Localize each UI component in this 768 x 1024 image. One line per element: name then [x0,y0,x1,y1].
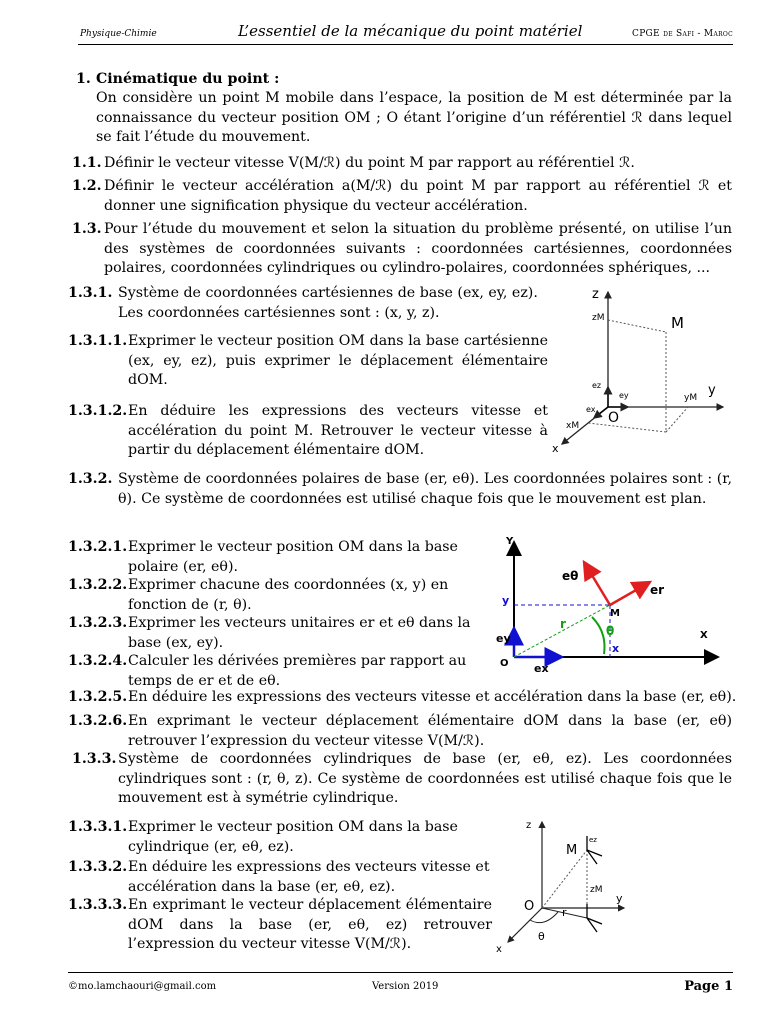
cyl-y-label: y [616,892,623,905]
section-1-3-2-5-text: En déduire les expressions des vecteurs vitesse et accélération dans la base (er, eθ). [128,689,737,705]
section-1-3-3-3-text: En exprimant le vecteur déplacement élémentaire dOM dans la base (er, eθ, ez) retrouver l’expression du vecteur vitesse V(M/ℛ). [128,897,492,953]
section-1-number: 1. [76,71,91,87]
version-label: Version 2019 [372,981,439,992]
section-1-1-text: Définir le vecteur vitesse V(M/ℛ) du point M par rapport au référentiel ℛ. [104,155,635,171]
section-1-3-1-text: Système de coordonnées cartésiennes de base (ex, ey, ez). Les coordonnées cartésiennes sont : (x, y, z). [118,285,538,321]
section-1-3-2-4-text: Calculer les dérivées premières par rapport au temps de er et de eθ. [128,653,467,689]
section-1-3-3-2-text: En déduire les expressions des vecteurs vitesse et accélération dans la base (er, eθ, ez). [128,859,490,895]
section-1-3-2-6-number: 1.3.2.6. [68,713,128,729]
section-1-3-1-1-number: 1.3.1.1. [68,333,128,349]
section-1-3-text: Pour l’étude du mouvement et selon la situation du problème présenté, on utilise l’un des systèmes de coordonnées suivants : coordonnées cartésiennes, coordonnées polaires, coordonnées cylindriques ou cylindro-polaires, coordonnées sphériques, ... [104,221,732,277]
section-1-3-2-3-text: Exprimer les vecteurs unitaires er et eθ dans la base (ex, ey). [128,615,471,651]
polar-O-label: O [500,658,509,669]
section-1-3-1-2-text: En déduire les expressions des vecteurs vitesse et accélération du point M. Retrouver le vecteur vitesse à partir du déplacement élémentaire dOM. [128,403,548,459]
page-footer [68,972,733,1003]
y-label: y [708,383,716,398]
etheta-vector [584,562,610,605]
polar-Y-label: Y [506,536,514,547]
page-number: Page 1 [684,979,733,994]
cyl-r-label: r [562,906,567,919]
section-1-3-2-4-number: 1.3.2.4. [68,653,128,669]
z-label: z [592,287,599,302]
section-1-3-3-number: 1.3.3. [72,751,117,767]
section-1-1-number: 1.1. [72,155,102,171]
xm-label: xM [566,421,580,431]
cartesian-figure [548,282,738,462]
cyl-zm-label: zM [590,885,603,895]
ex-label: ex [586,405,596,414]
section-1-title: Cinématique du point : [96,71,280,87]
cyl-O-label: O [524,899,535,914]
section-1-3-number: 1.3. [72,221,102,237]
point-m-label: M [671,314,684,332]
header-title: L’essentiel de la mécanique du point matériel [238,22,583,40]
header-subject: Physique-Chimie [80,29,157,39]
er-vector [610,582,650,605]
section-1-3-1-number: 1.3.1. [68,285,113,301]
polar-M-label: M [610,608,620,619]
section-1-3-3-3-number: 1.3.3.3. [68,897,128,913]
section-1-3-3-1-number: 1.3.3.1. [68,819,128,835]
cyl-z-label: z [526,820,532,831]
cyl-theta-label: θ [538,930,545,943]
etheta-label: eθ [562,569,579,583]
section-1-3-2-2-number: 1.3.2.2. [68,577,128,593]
section-1-body: On considère un point M mobile dans l’espace, la position de M est déterminée par la connaissance du vecteur position OM ; O étant l’origine d’un référentiel ℛ dans lequel se fait l’étude du mouvement. [96,90,732,146]
section-1-3-3-1-text: Exprimer le vecteur position OM dans la base cylindrique (er, eθ, ez). [128,819,458,855]
section-1-2-number: 1.2. [72,178,102,194]
section-1-3-2-3-number: 1.3.2.3. [68,615,128,631]
section-1-3-2-1-text: Exprimer le vecteur position OM dans la base polaire (er, eθ). [128,539,458,575]
polar-ex-label: ex [534,662,549,675]
section-1-3-2-2-text: Exprimer chacune des coordonnées (x, y) en fonction de (r, θ). [128,577,449,613]
ez-label: ez [592,381,602,390]
section-1-3-2-1-number: 1.3.2.1. [68,539,128,555]
x-label: x [552,442,559,455]
page-header [78,22,733,45]
section-1-3-1-2-number: 1.3.1.2. [68,403,128,419]
polar-X-label: X [700,630,708,641]
section-1-3-3-2-number: 1.3.3.2. [68,859,128,875]
polar-x-label: x [612,642,620,655]
zm-label: zM [592,313,605,323]
section-1-3-2-6-text: En exprimant le vecteur déplacement élémentaire dOM dans la base (er, eθ) retrouver l’expression du vecteur vitesse V(M/ℛ). [128,713,732,749]
cyl-M-label: M [566,843,578,858]
author-email: ©mo.lamchaouri@gmail.com [68,981,217,992]
polar-y-label: y [502,594,510,607]
polar-ey-label: ey [496,632,511,645]
cyl-x-label: x [496,944,502,955]
er-label: er [650,583,665,597]
header-school: CPGE de Safi - Maroc [632,29,733,39]
section-1-3-3-text: Système de coordonnées cylindriques de base (er, eθ, ez). Les coordonnées cylindriques sont : (r, θ, z). Ce système de coordonnées est utilisé chaque fois que le mouvement est à symétrie cylindrique. [118,751,732,807]
cyl-ez-label: ez [589,836,597,844]
origin-label: O [608,410,620,426]
polar-r-label: r [560,617,566,631]
polar-theta-label: θ [606,624,615,638]
section-1-2-text: Définir le vecteur accélération a(M/ℛ) du point M par rapport au référentiel ℛ et donner une signification physique du vecteur accélération. [104,178,732,214]
cylindrical-figure [492,812,632,962]
section-1-3-2-5-number: 1.3.2.5. [68,689,128,705]
section-1-3-2-number: 1.3.2. [68,471,113,487]
polar-figure [492,532,728,680]
ey-label: ey [619,391,629,400]
section-1-3-2-text: Système de coordonnées polaires de base (er, eθ). Les coordonnées polaires sont : (r, θ). Ce système de coordonnées est utilisé chaque fois que le mouvement est plan. [118,471,732,507]
ym-label: yM [684,393,698,403]
section-1-3-1-1-text: Exprimer le vecteur position OM dans la base cartésienne (ex, ey, ez), puis exprimer le déplacement élémentaire dOM. [128,333,548,389]
